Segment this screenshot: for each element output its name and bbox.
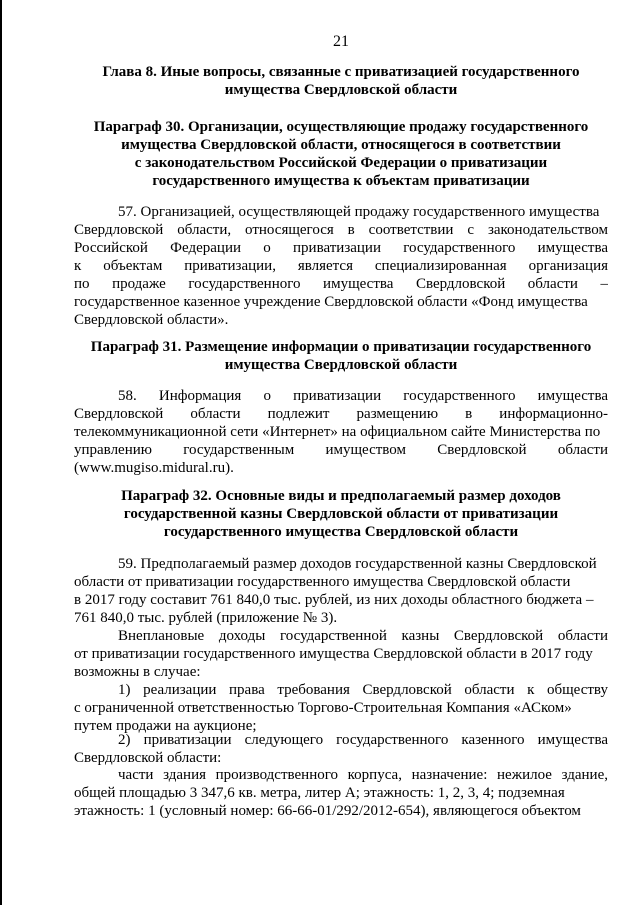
text-line: управлению государственным имуществом Свердловской области bbox=[74, 442, 608, 458]
heading-line: государственного имущества Свердловской области bbox=[163, 524, 519, 540]
heading-line: Параграф 31. Размещение информации о приватизации государственного bbox=[90, 339, 592, 355]
case-1 bbox=[74, 681, 608, 735]
text-line: Российской Федерации о приватизации государственного имущества bbox=[74, 240, 608, 256]
heading-line: Параграф 30. Организации, осуществляющие продажу государственного bbox=[93, 119, 589, 135]
text-line: 1) реализации права требования Свердловской области к обществу bbox=[118, 682, 608, 698]
text-line: Свердловской области». bbox=[74, 312, 229, 328]
text-line: 57. Организацией, осуществляющей продажу государственного имущества bbox=[118, 204, 600, 220]
unplanned-revenues bbox=[74, 627, 608, 681]
chapter-heading-line: имущества Свердловской области bbox=[224, 82, 458, 98]
text-line: области от приватизации государственного имущества Свердловской области bbox=[74, 574, 571, 590]
paragraph-30-heading bbox=[74, 118, 608, 190]
chapter-heading bbox=[74, 63, 608, 99]
building-description bbox=[74, 766, 608, 820]
text-line: 58. Информация о приватизации государственного имущества bbox=[118, 388, 608, 404]
page-left-border bbox=[0, 0, 2, 905]
text-line: от приватизации государственного имущества Свердловской области в 2017 году bbox=[74, 646, 593, 662]
heading-line: имущества Свердловской области, относящегося в соответствии bbox=[121, 137, 561, 153]
text-line: части здания производственного корпуса, назначение: нежилое здание, bbox=[118, 767, 608, 783]
text-line: возможны в случае: bbox=[74, 664, 201, 680]
text-line: Внеплановые доходы государственной казны Свердловской области bbox=[118, 628, 608, 644]
text-line: 59. Предполагаемый размер доходов государственной казны Свердловской bbox=[118, 556, 597, 572]
paragraph-32-heading bbox=[74, 487, 608, 541]
item-57 bbox=[74, 203, 608, 329]
text-line: Свердловской области, относящегося в соответствии с законодательством bbox=[74, 222, 608, 238]
text-line: 2) приватизации следующего государственного казенного имущества bbox=[118, 732, 608, 748]
text-line: путем продажи на аукционе; bbox=[74, 718, 257, 734]
text-line: по продаже государственного имущества Свердловской области – bbox=[74, 276, 608, 292]
text-line: Свердловской области подлежит размещению в информационно- bbox=[74, 406, 608, 422]
heading-line: Параграф 32. Основные виды и предполагаемый размер доходов bbox=[121, 488, 561, 504]
text-line: к объектам приватизации, является специализированная организация bbox=[74, 258, 608, 274]
heading-line: имущества Свердловской области bbox=[224, 357, 458, 373]
heading-line: с законодательством Российской Федерации о приватизации bbox=[134, 155, 548, 171]
text-line: с ограниченной ответственностью Торгово-Строительная Компания «АСком» bbox=[74, 700, 572, 716]
page-number: 21 bbox=[333, 33, 349, 50]
chapter-heading-line: Глава 8. Иные вопросы, связанные с приватизацией государственного bbox=[102, 64, 580, 80]
text-line: Свердловской области: bbox=[74, 750, 222, 766]
text-line: общей площадью 3 347,6 кв. метра, литер А; этажность: 1, 2, 3, 4; подземная bbox=[74, 785, 565, 801]
item-59 bbox=[74, 555, 608, 627]
heading-line: государственной казны Свердловской области от приватизации bbox=[123, 506, 559, 522]
text-line: этажность: 1 (условный номер: 66-66-01/292/2012-654), являющегося объектом bbox=[74, 803, 581, 819]
text-line: 761 840,0 тыс. рублей (приложение № 3). bbox=[74, 610, 338, 626]
text-line: государственное казенное учреждение Свердловской области «Фонд имущества bbox=[74, 294, 588, 310]
text-line: (www.mugiso.midural.ru). bbox=[74, 460, 234, 476]
item-58 bbox=[74, 387, 608, 477]
text-line: телекоммуникационной сети «Интернет» на официальном сайте Министерства по bbox=[74, 424, 601, 440]
heading-line: государственного имущества к объектам приватизации bbox=[152, 173, 530, 189]
case-2 bbox=[74, 731, 608, 767]
paragraph-31-heading bbox=[74, 338, 608, 374]
text-line: в 2017 году составит 761 840,0 тыс. рублей, из них доходы областного бюджета – bbox=[74, 592, 594, 608]
